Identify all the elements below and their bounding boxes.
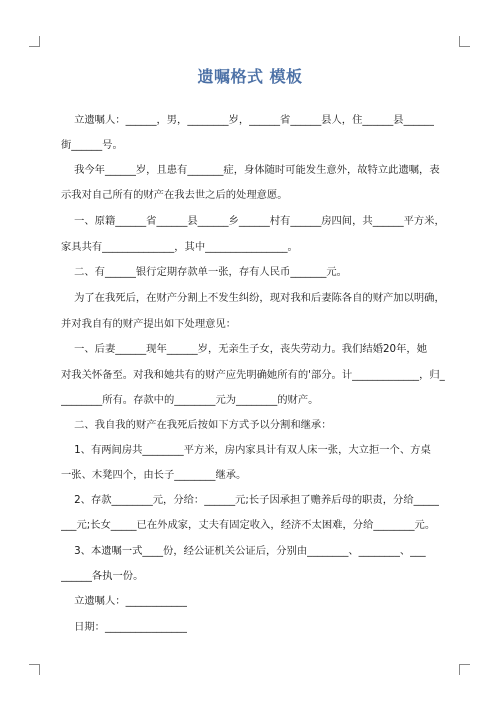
body-line: 家具共有______________，其中________________。 [61,241,298,253]
body-line: 日期：________________ [61,621,188,633]
body-line: 示我对自己所有的财产在我去世之后的处理意愿。 [61,189,288,201]
page-corner-mark-top-right [459,36,470,47]
body-line: 街______号。 [61,139,123,151]
body-line: 一、原籍______省______县______乡______村有______房四间，共______平方米， [61,215,445,227]
body-line: 1、有两间房共________平方米，房内家具计有双人床一张，大立拒一个、方桌 [61,444,431,456]
body-line: 二、有______银行定期存款单一张，存有人民币_______元。 [61,266,347,278]
body-line: ______各执一份。 [61,570,144,582]
body-line: 为了在我死后，在财产分割上不发生纠纷，现对我和后妻陈各自的财产加以明确， [61,292,445,304]
body-line: ___元;长女_____已在外成家，丈夫有固定收入，经济不太困难，分给________元。 [61,519,436,531]
page-corner-mark-bottom-right [459,664,470,675]
body-line: 立遗嘱人：____________ [61,595,188,607]
body-line: 对我关怀备至。对我和她共有的财产应先明确她所有的'部分。计_____________，归_ [61,369,445,381]
body-line: 立遗嘱人：______，男，________岁，______省______县人，住______县______ [61,114,435,126]
body-line: 我今年______岁，且患有_______症，身体随时可能发生意外，故特立此遗嘱，表 [61,164,440,176]
body-line: 2、存款________元，分给：______元;长子因承担了赡养后母的职责，分给_____ [61,494,440,506]
body-line: ________所有。存款中的________元为________的财产。 [61,394,319,406]
body-line: 一、后妻______现年______岁，无亲生子女，丧失劳动力。我们结婚20年，她 [61,343,427,355]
body-line: 二、我自我的财产在我死后按如下方式予以分割和继承： [61,419,332,431]
body-line: 并对我自有的财产提出如下处理意见： [61,318,237,330]
body-line: 3、本遗嘱一式____份，经公证机关公证后，分别由________、________、___ [61,545,426,557]
body-line: 一张、木凳四个，由长子________继承。 [61,469,247,481]
page-corner-mark-top-left [29,36,40,47]
document-title: 遗嘱格式 模板 [197,67,303,86]
page-corner-mark-bottom-left [29,664,40,675]
